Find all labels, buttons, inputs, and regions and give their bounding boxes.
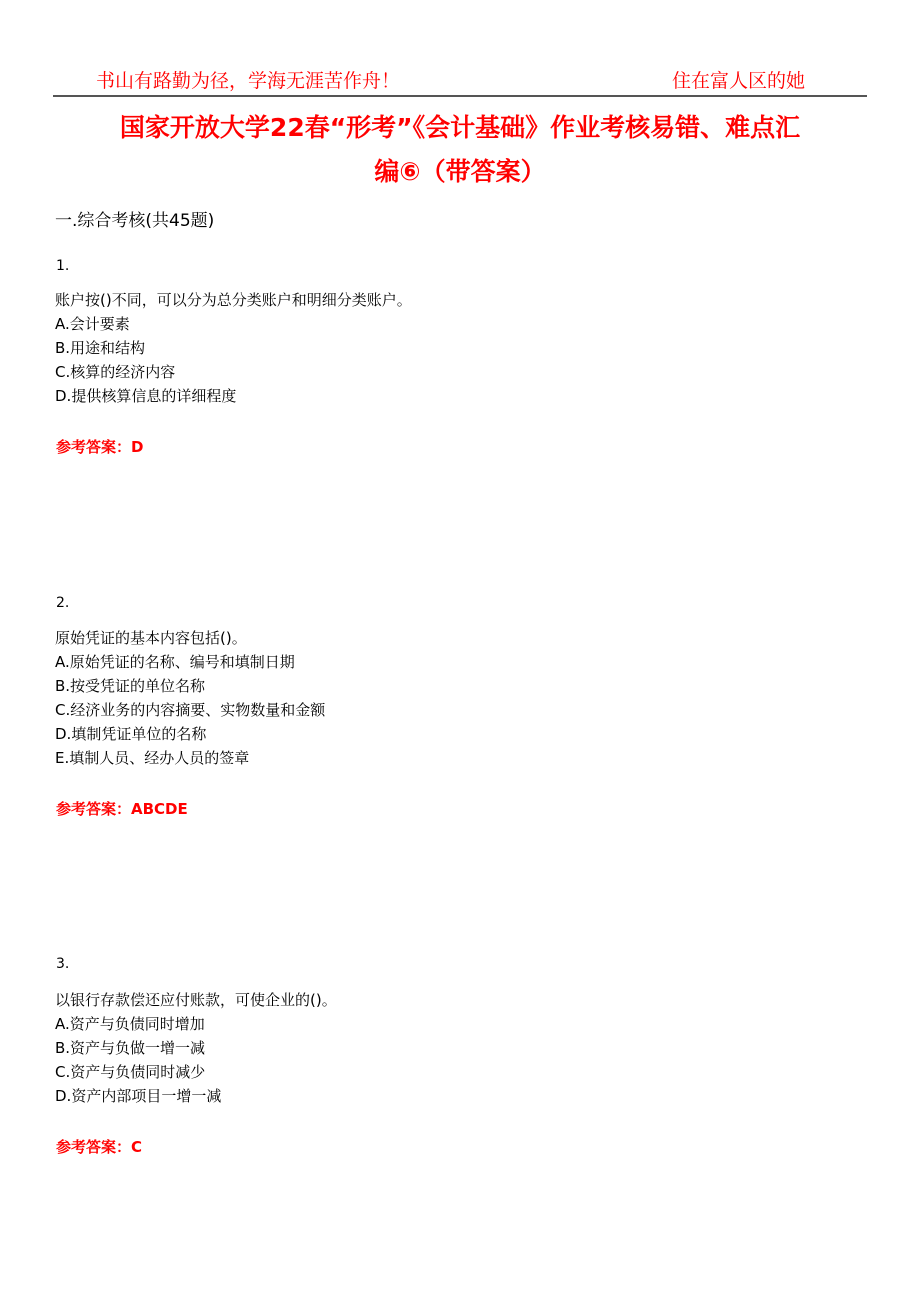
option-d: D.填制凭证单位的名称 bbox=[55, 725, 207, 743]
document-title-line-2: 编⑥（带答案） bbox=[374, 157, 546, 186]
option-b: B.按受凭证的单位名称 bbox=[55, 677, 206, 695]
option-c: C.资产与负债同时减少 bbox=[55, 1063, 206, 1081]
option-a: A.资产与负债同时增加 bbox=[55, 1015, 205, 1033]
question-number: 3. bbox=[56, 956, 70, 972]
question-text: 以银行存款偿还应付账款，可使企业的()。 bbox=[55, 991, 337, 1009]
option-e: E.填制人员、经办人员的签章 bbox=[55, 749, 250, 767]
section-heading: 一.综合考核(共45题) bbox=[55, 211, 215, 231]
option-c: C.经济业务的内容摘要、实物数量和金额 bbox=[55, 701, 326, 719]
option-b: B.资产与负做一增一减 bbox=[55, 1039, 206, 1057]
option-a: A.会计要素 bbox=[55, 315, 130, 333]
question-text: 原始凭证的基本内容包括()。 bbox=[55, 629, 247, 647]
option-d: D.资产内部项目一增一减 bbox=[55, 1087, 222, 1105]
option-d: D.提供核算信息的详细程度 bbox=[55, 387, 237, 405]
header-divider bbox=[53, 95, 867, 97]
header-author: 住在富人区的她 bbox=[672, 70, 806, 92]
question-number: 2. bbox=[56, 595, 70, 611]
question-number: 1. bbox=[56, 258, 70, 274]
reference-answer: 参考答案：C bbox=[56, 1138, 143, 1156]
header-motto: 书山有路勤为径，学海无涯苦作舟！ bbox=[96, 70, 401, 92]
reference-answer: 参考答案：ABCDE bbox=[56, 800, 188, 818]
question-text: 账户按()不同，可以分为总分类账户和明细分类账户。 bbox=[55, 291, 412, 309]
option-a: A.原始凭证的名称、编号和填制日期 bbox=[55, 653, 295, 671]
option-b: B.用途和结构 bbox=[55, 339, 146, 357]
reference-answer: 参考答案：D bbox=[56, 438, 144, 456]
document-title-line-1: 国家开放大学22春“形考”《会计基础》作业考核易错、难点汇 bbox=[119, 113, 801, 142]
option-c: C.核算的经济内容 bbox=[55, 363, 176, 381]
